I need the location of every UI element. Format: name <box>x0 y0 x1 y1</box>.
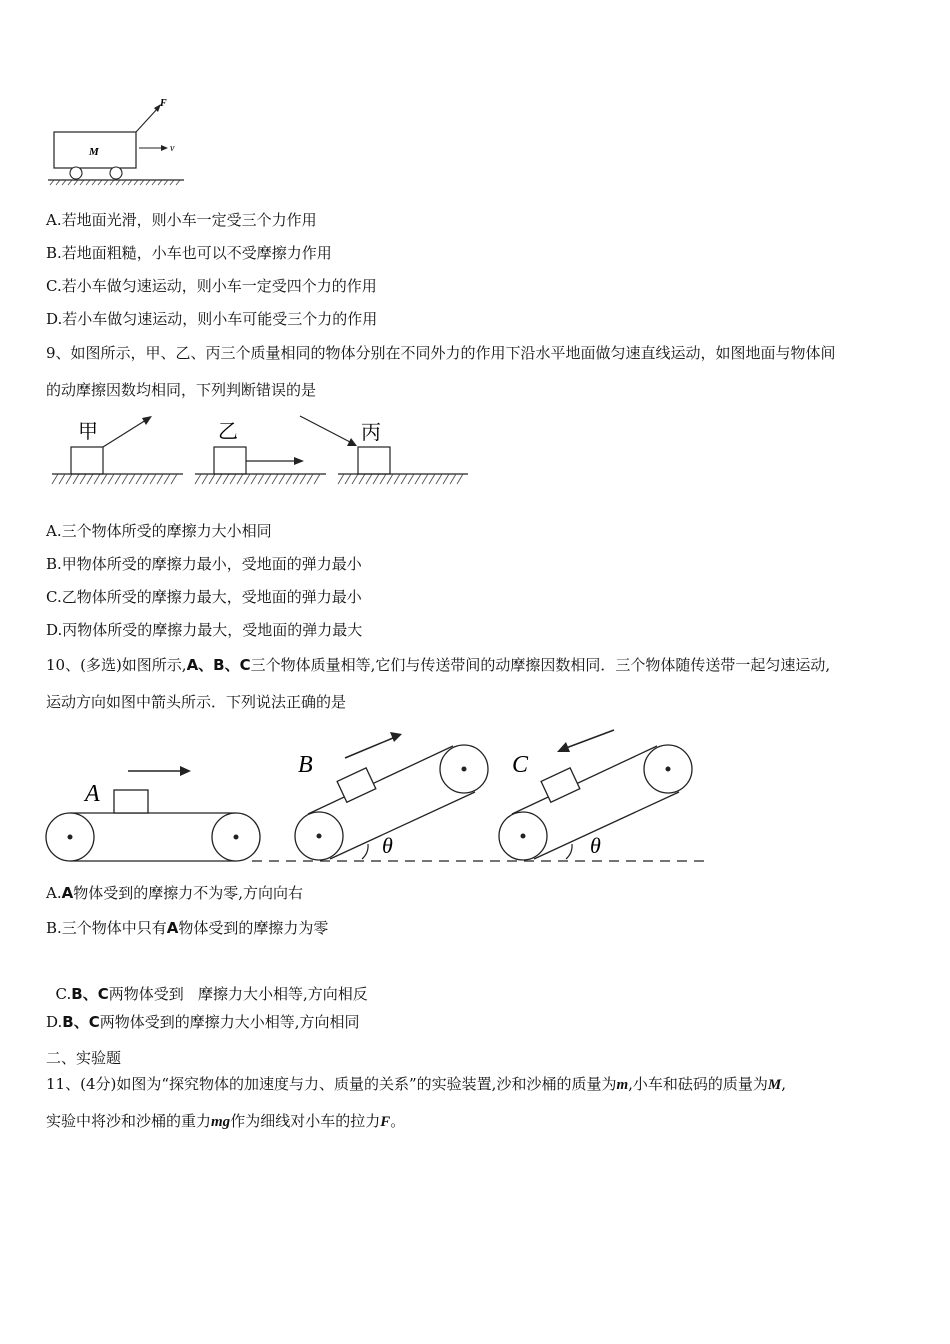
label-jia: 甲 <box>78 421 98 443</box>
velocity-label: v <box>170 143 175 154</box>
var-m: m <box>616 1077 629 1093</box>
q10-option-b <box>46 918 328 938</box>
force-arrow-jia <box>103 420 146 447</box>
motion-arrow-b <box>345 738 393 758</box>
mass-label: M <box>89 146 99 158</box>
option-suffix: 物体受到的摩擦力为零 <box>178 919 329 937</box>
block-bing <box>358 447 390 474</box>
force-arrow <box>136 108 158 132</box>
q10-option-d <box>46 1012 360 1032</box>
q8-option-c: C.若小车做匀速运动，则小车一定受四个力的作用 <box>46 277 377 295</box>
q9-option-c: C.乙物体所受的摩擦力最大，受地面的弹力最小 <box>46 588 362 606</box>
q11-line1 <box>46 1074 786 1095</box>
block-yi <box>214 447 246 474</box>
label-yi: 乙 <box>218 421 238 443</box>
label-b: B <box>298 752 313 778</box>
blocks-figure <box>48 412 478 492</box>
q8-option-d: D.若小车做匀速运动，则小车可能受三个力的作用 <box>46 310 378 328</box>
q9-stem-line1: 9、如图所示，甲、乙、丙三个质量相同的物体分别在不同外力的作用下沿水平地面做匀速直线运动，如图地面与物体间 <box>46 344 836 362</box>
conveyor-figure <box>40 728 720 873</box>
block-jia <box>71 447 103 474</box>
angle-label-c: θ <box>590 833 601 858</box>
q10-option-c <box>46 964 368 1004</box>
label-c: C <box>512 752 529 778</box>
q10-stem-prefix: 10、(多选)如图所示, <box>46 656 187 674</box>
q10-stem-line1 <box>46 655 830 675</box>
q11-text: 11、(4分)如图为“探究物体的加速度与力、质量的关系”的实验装置,沙和沙桶的质量为 <box>46 1075 617 1093</box>
label-a: A <box>85 781 100 807</box>
q10-stem-bold: A、B、C <box>186 656 251 674</box>
cart-wheel <box>110 167 122 179</box>
q11-text: ,小车和砝码的质量为 <box>628 1075 768 1093</box>
q9-stem-line2: 的动摩擦因数均相同，下列判断错误的是 <box>46 381 317 399</box>
force-arrow-bing <box>300 416 350 442</box>
var-F: F <box>380 1114 391 1130</box>
force-label: F <box>160 98 167 109</box>
block-a <box>114 790 148 813</box>
label-bing: 丙 <box>361 422 381 444</box>
q10-stem-suffix: 三个物体质量相等,它们与传送带间的动摩擦因数相同．三个物体随传送带一起匀速运动, <box>250 656 831 674</box>
option-bold: B、C <box>71 985 109 1003</box>
q11-text: 实验中将沙和沙桶的重力 <box>46 1112 212 1130</box>
q8-option-b: B.若地面粗糙，小车也可以不受摩擦力作用 <box>46 244 332 262</box>
angle-label-b: θ <box>382 833 393 858</box>
option-bold: A <box>166 919 179 937</box>
q10-option-a <box>46 883 303 903</box>
var-M: M <box>767 1077 782 1093</box>
option-prefix: B.三个物体中只有 <box>46 919 167 937</box>
var-mg: mg <box>211 1114 231 1130</box>
option-prefix: A. <box>46 884 62 902</box>
option-prefix: C. <box>55 985 72 1003</box>
cart-figure <box>44 96 194 186</box>
q8-option-a: A.若地面光滑，则小车一定受三个力作用 <box>46 211 317 229</box>
section-heading: 二、实验题 <box>46 1049 122 1067</box>
q11-text: 作为细线对小车的拉力 <box>230 1112 381 1130</box>
cart-wheel <box>70 167 82 179</box>
q10-stem-line2: 运动方向如图中箭头所示．下列说法正确的是 <box>46 693 347 711</box>
option-bold: B、C <box>62 1013 100 1031</box>
option-prefix: D. <box>46 1013 63 1031</box>
option-suffix: 两物体受到 摩擦力大小相等,方向相反 <box>108 985 368 1003</box>
q9-option-d: D.丙物体所受的摩擦力最大，受地面的弹力最大 <box>46 621 363 639</box>
q11-line2 <box>46 1111 405 1132</box>
q11-text: 。 <box>390 1112 406 1130</box>
option-suffix: 两物体受到的摩擦力大小相等,方向相同 <box>99 1013 360 1031</box>
q11-text: , <box>781 1075 787 1093</box>
motion-arrow-c <box>566 730 614 748</box>
option-suffix: 物体受到的摩擦力不为零,方向向右 <box>73 884 303 902</box>
option-bold: A <box>61 884 74 902</box>
q9-option-a: A.三个物体所受的摩擦力大小相同 <box>46 522 272 540</box>
q9-option-b: B.甲物体所受的摩擦力最小，受地面的弹力最小 <box>46 555 362 573</box>
